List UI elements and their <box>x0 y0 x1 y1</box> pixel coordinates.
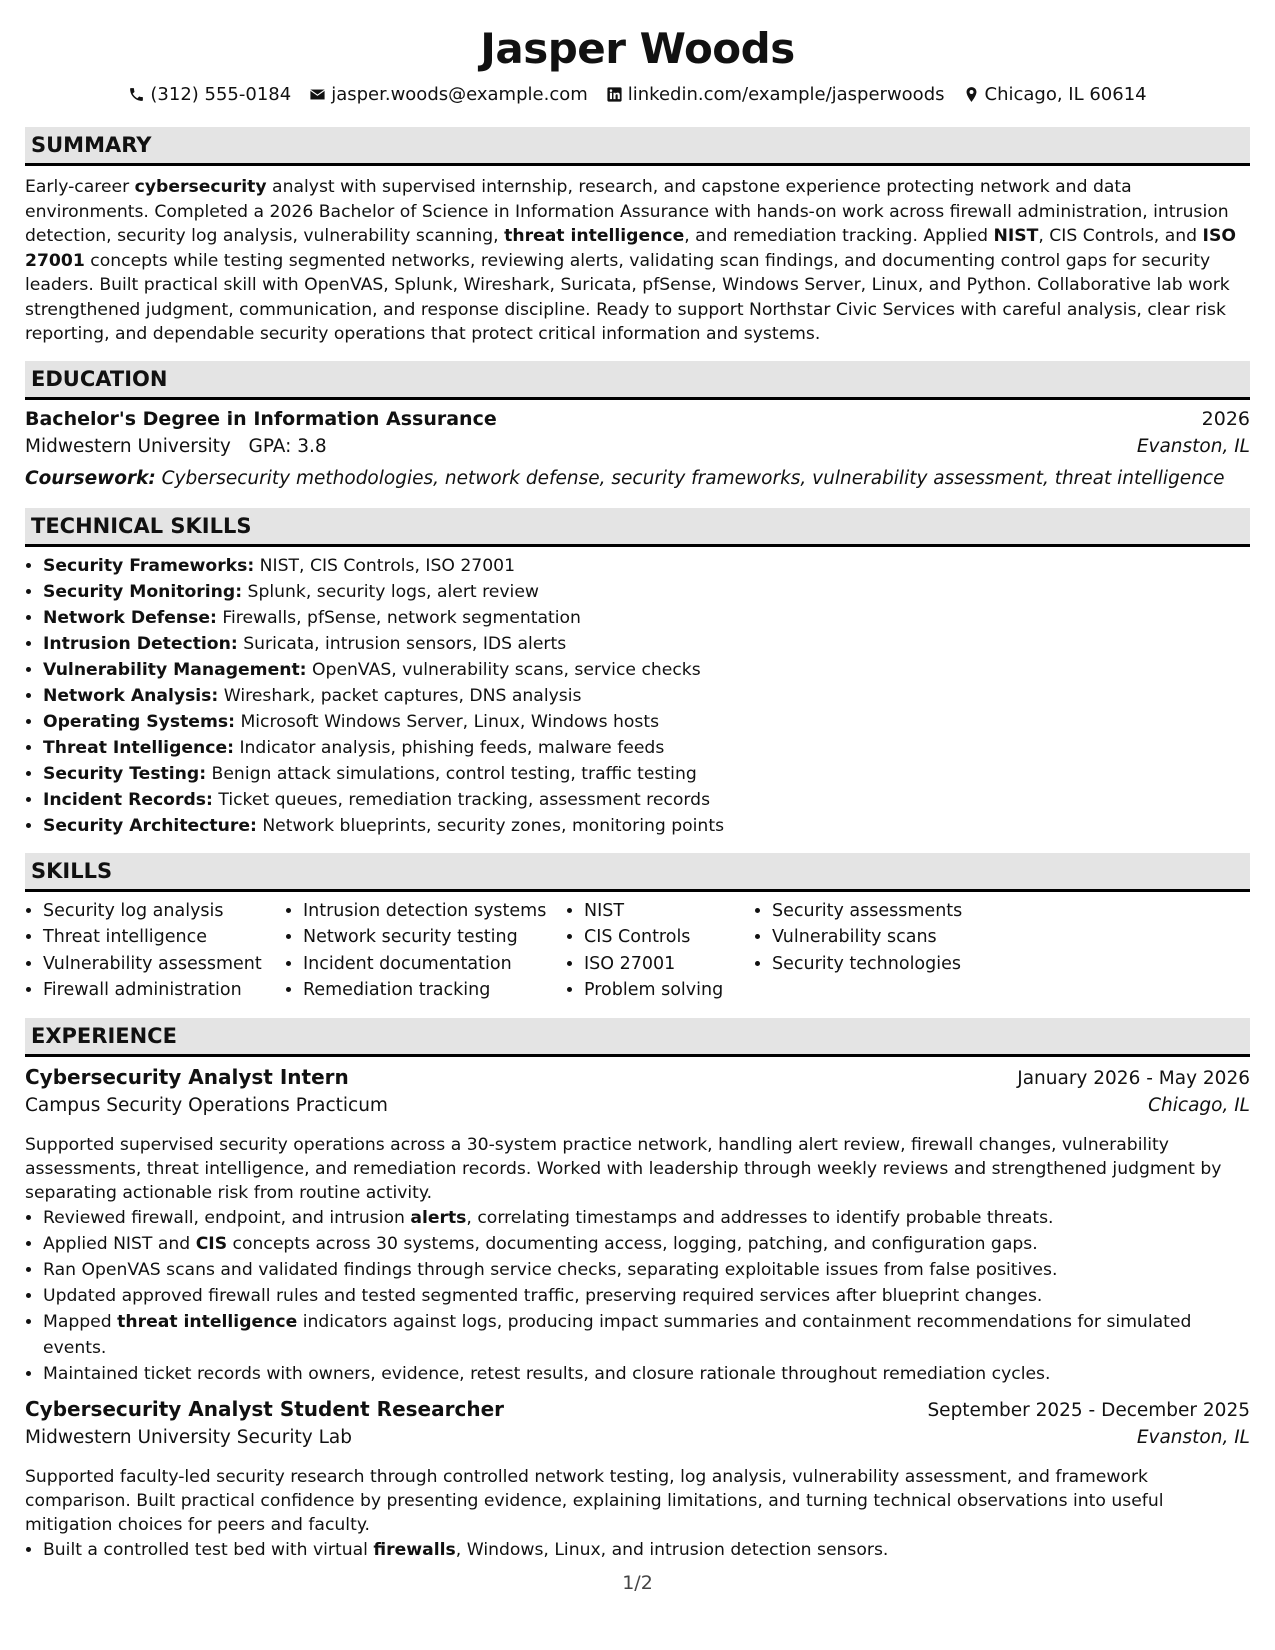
list-item: • Intrusion Detection: Suricata, intrusion sensors, IDS alerts <box>43 631 1250 657</box>
technical-skills-heading: TECHNICAL SKILLS <box>25 508 1250 547</box>
email-text: jasper.woods@example.com <box>331 83 588 105</box>
school-location: Evanston, IL <box>1136 435 1250 457</box>
summary-text: Early-career cybersecurity analyst with supervised internship, research, and capstone experience protecting network and data environments. Completed a 2026 Bachelor of Science in Information Assurance with hands-on work across firewall administration, intrusion detection, security log analysis, vulnerability scanning, threat intelligence, and remediation tracking. Applied NIST, CIS Controls, and ISO 27001 concepts while testing segmented networks, reviewing alerts, validating scan findings, and documenting control gaps for security leaders. Built practical skill with OpenVAS, Splunk, Wireshark, Suricata, pfSense, Windows Server, Linux, and Python. Collaborative lab work strengthened judgment, communication, and response discipline. Ready to support Northstar Civic Services with careful analysis, clear risk reporting, and dependable security operations that protect critical information and systems. <box>25 177 1236 344</box>
envelope-icon <box>309 86 326 103</box>
job-header <box>25 1065 1250 1095</box>
job-dates: September 2025 - December 2025 <box>927 1399 1250 1421</box>
list-item: • Reviewed firewall, endpoint, and intrusion alerts, correlating timestamps and addresses to identify probable threats. <box>43 1205 1250 1231</box>
job-title: Cybersecurity Analyst Student Researcher <box>25 1396 504 1421</box>
skills-column-2 <box>285 898 566 1004</box>
job-org: Campus Security Operations Practicum <box>25 1094 388 1116</box>
contact-location <box>963 84 1147 105</box>
coursework-text: Cybersecurity methodologies, network defense, security frameworks, vulnerability assessment, threat intelligence <box>155 467 1225 489</box>
skills-column-4 <box>754 898 1002 1004</box>
list-item: • Vulnerability assessment <box>43 951 285 978</box>
list-item: • Applied NIST and CIS concepts across 30 systems, documenting access, logging, patching, and configuration gaps. <box>43 1231 1250 1257</box>
list-item: • Security log analysis <box>43 898 285 925</box>
education-row <box>25 408 1250 436</box>
job-entry <box>25 1065 1250 1387</box>
contact-email[interactable] <box>309 84 588 105</box>
list-item: • Intrusion detection systems <box>303 898 566 925</box>
job-entry <box>25 1397 1250 1563</box>
contact-bar <box>25 81 1250 107</box>
phone-text: (312) 555-0184 <box>150 83 292 105</box>
technical-skills-list <box>25 553 1250 839</box>
list-item: • Maintained ticket records with owners, evidence, retest results, and closure rationale throughout remediation cycles. <box>43 1361 1250 1387</box>
job-bullets <box>25 1205 1250 1387</box>
list-item: • Threat Intelligence: Indicator analysis, phishing feeds, malware feeds <box>43 735 1250 761</box>
school-row <box>25 436 1250 464</box>
job-org: Midwestern University Security Lab <box>25 1426 352 1448</box>
school-name: Midwestern University <box>25 435 231 457</box>
coursework-label: Coursework: <box>25 467 156 489</box>
summary-heading: SUMMARY <box>25 127 1250 166</box>
gpa: GPA: 3.8 <box>248 435 327 457</box>
list-item: • Security technologies <box>772 951 1002 978</box>
list-item: • Network Analysis: Wireshark, packet captures, DNS analysis <box>43 683 1250 709</box>
list-item: • Security Monitoring: Splunk, security logs, alert review <box>43 579 1250 605</box>
list-item: • Network Defense: Firewalls, pfSense, network segmentation <box>43 605 1250 631</box>
list-item: • Security Testing: Benign attack simulations, control testing, traffic testing <box>43 761 1250 787</box>
school-info <box>25 436 327 457</box>
list-item: • ISO 27001 <box>584 951 754 978</box>
job-location: Chicago, IL <box>1148 1094 1250 1116</box>
phone-icon <box>128 86 145 103</box>
skills-column-3 <box>566 898 754 1004</box>
education-heading: EDUCATION <box>25 361 1250 400</box>
job-dates: January 2026 - May 2026 <box>1017 1067 1250 1089</box>
linkedin-text: linkedin.com/example/jasperwoods <box>627 83 945 105</box>
contact-linkedin[interactable] <box>606 84 945 105</box>
linkedin-icon <box>606 86 623 103</box>
list-item: • Built a controlled test bed with virtual firewalls, Windows, Linux, and intrusion detection sensors. <box>43 1537 1250 1563</box>
page-number: 1/2 <box>622 1572 653 1594</box>
skills-column-1 <box>25 898 285 1004</box>
list-item: • NIST <box>584 898 754 925</box>
list-item: • Security Frameworks: NIST, CIS Controls, ISO 27001 <box>43 553 1250 579</box>
skills-grid <box>25 898 1250 1004</box>
list-item: • Problem solving <box>584 977 754 1004</box>
list-item: • Security assessments <box>772 898 1002 925</box>
job-org-row <box>25 1427 1250 1457</box>
resume-page <box>25 0 1250 1563</box>
list-item: • Mapped threat intelligence indicators against logs, producing impact summaries and containment recommendations for simulated events. <box>43 1309 1250 1361</box>
list-item: • Ran OpenVAS scans and validated findings through service checks, separating exploitable issues from false positives. <box>43 1257 1250 1283</box>
list-item: • Incident Records: Ticket queues, remediation tracking, assessment records <box>43 787 1250 813</box>
candidate-name: Jasper Woods <box>480 24 795 73</box>
job-location: Evanston, IL <box>1136 1426 1250 1448</box>
experience-heading: EXPERIENCE <box>25 1018 1250 1057</box>
job-header <box>25 1397 1250 1427</box>
skills-heading: SKILLS <box>25 853 1250 892</box>
job-title: Cybersecurity Analyst Intern <box>25 1064 349 1089</box>
list-item: • Security Architecture: Network blueprints, security zones, monitoring points <box>43 813 1250 839</box>
list-item: • Vulnerability scans <box>772 924 1002 951</box>
list-item: • CIS Controls <box>584 924 754 951</box>
job-org-row <box>25 1095 1250 1125</box>
list-item: • Threat intelligence <box>43 924 285 951</box>
contact-phone[interactable] <box>128 84 291 105</box>
job-description: Supported supervised security operations across a 30-system practice network, handling alert review, firewall changes, vulnerability assessments, threat intelligence, and remediation records. Worked with leadership through weekly reviews and strengthened judgment by separating actionable risk from routine activity. <box>25 1134 1222 1203</box>
list-item: • Updated approved firewall rules and tested segmented traffic, preserving required services after blueprint changes. <box>43 1283 1250 1309</box>
job-bullets <box>25 1537 1250 1563</box>
coursework <box>25 464 1250 494</box>
map-pin-icon <box>963 86 980 103</box>
list-item: • Operating Systems: Microsoft Windows Server, Linux, Windows hosts <box>43 709 1250 735</box>
graduation-year: 2026 <box>1201 407 1250 430</box>
job-description: Supported faculty-led security research through controlled network testing, log analysis, vulnerability assessment, and framework comparison. Built practical confidence by presenting evidence, explaining limitations, and turning technical observations into useful mitigation choices for peers and faculty. <box>25 1466 1164 1535</box>
list-item: • Firewall administration <box>43 977 285 1004</box>
list-item: • Incident documentation <box>303 951 566 978</box>
degree: Bachelor's Degree in Information Assurance <box>25 407 497 430</box>
list-item: • Remediation tracking <box>303 977 566 1004</box>
location-text: Chicago, IL 60614 <box>984 83 1147 105</box>
list-item: • Network security testing <box>303 924 566 951</box>
list-item: • Vulnerability Management: OpenVAS, vulnerability scans, service checks <box>43 657 1250 683</box>
